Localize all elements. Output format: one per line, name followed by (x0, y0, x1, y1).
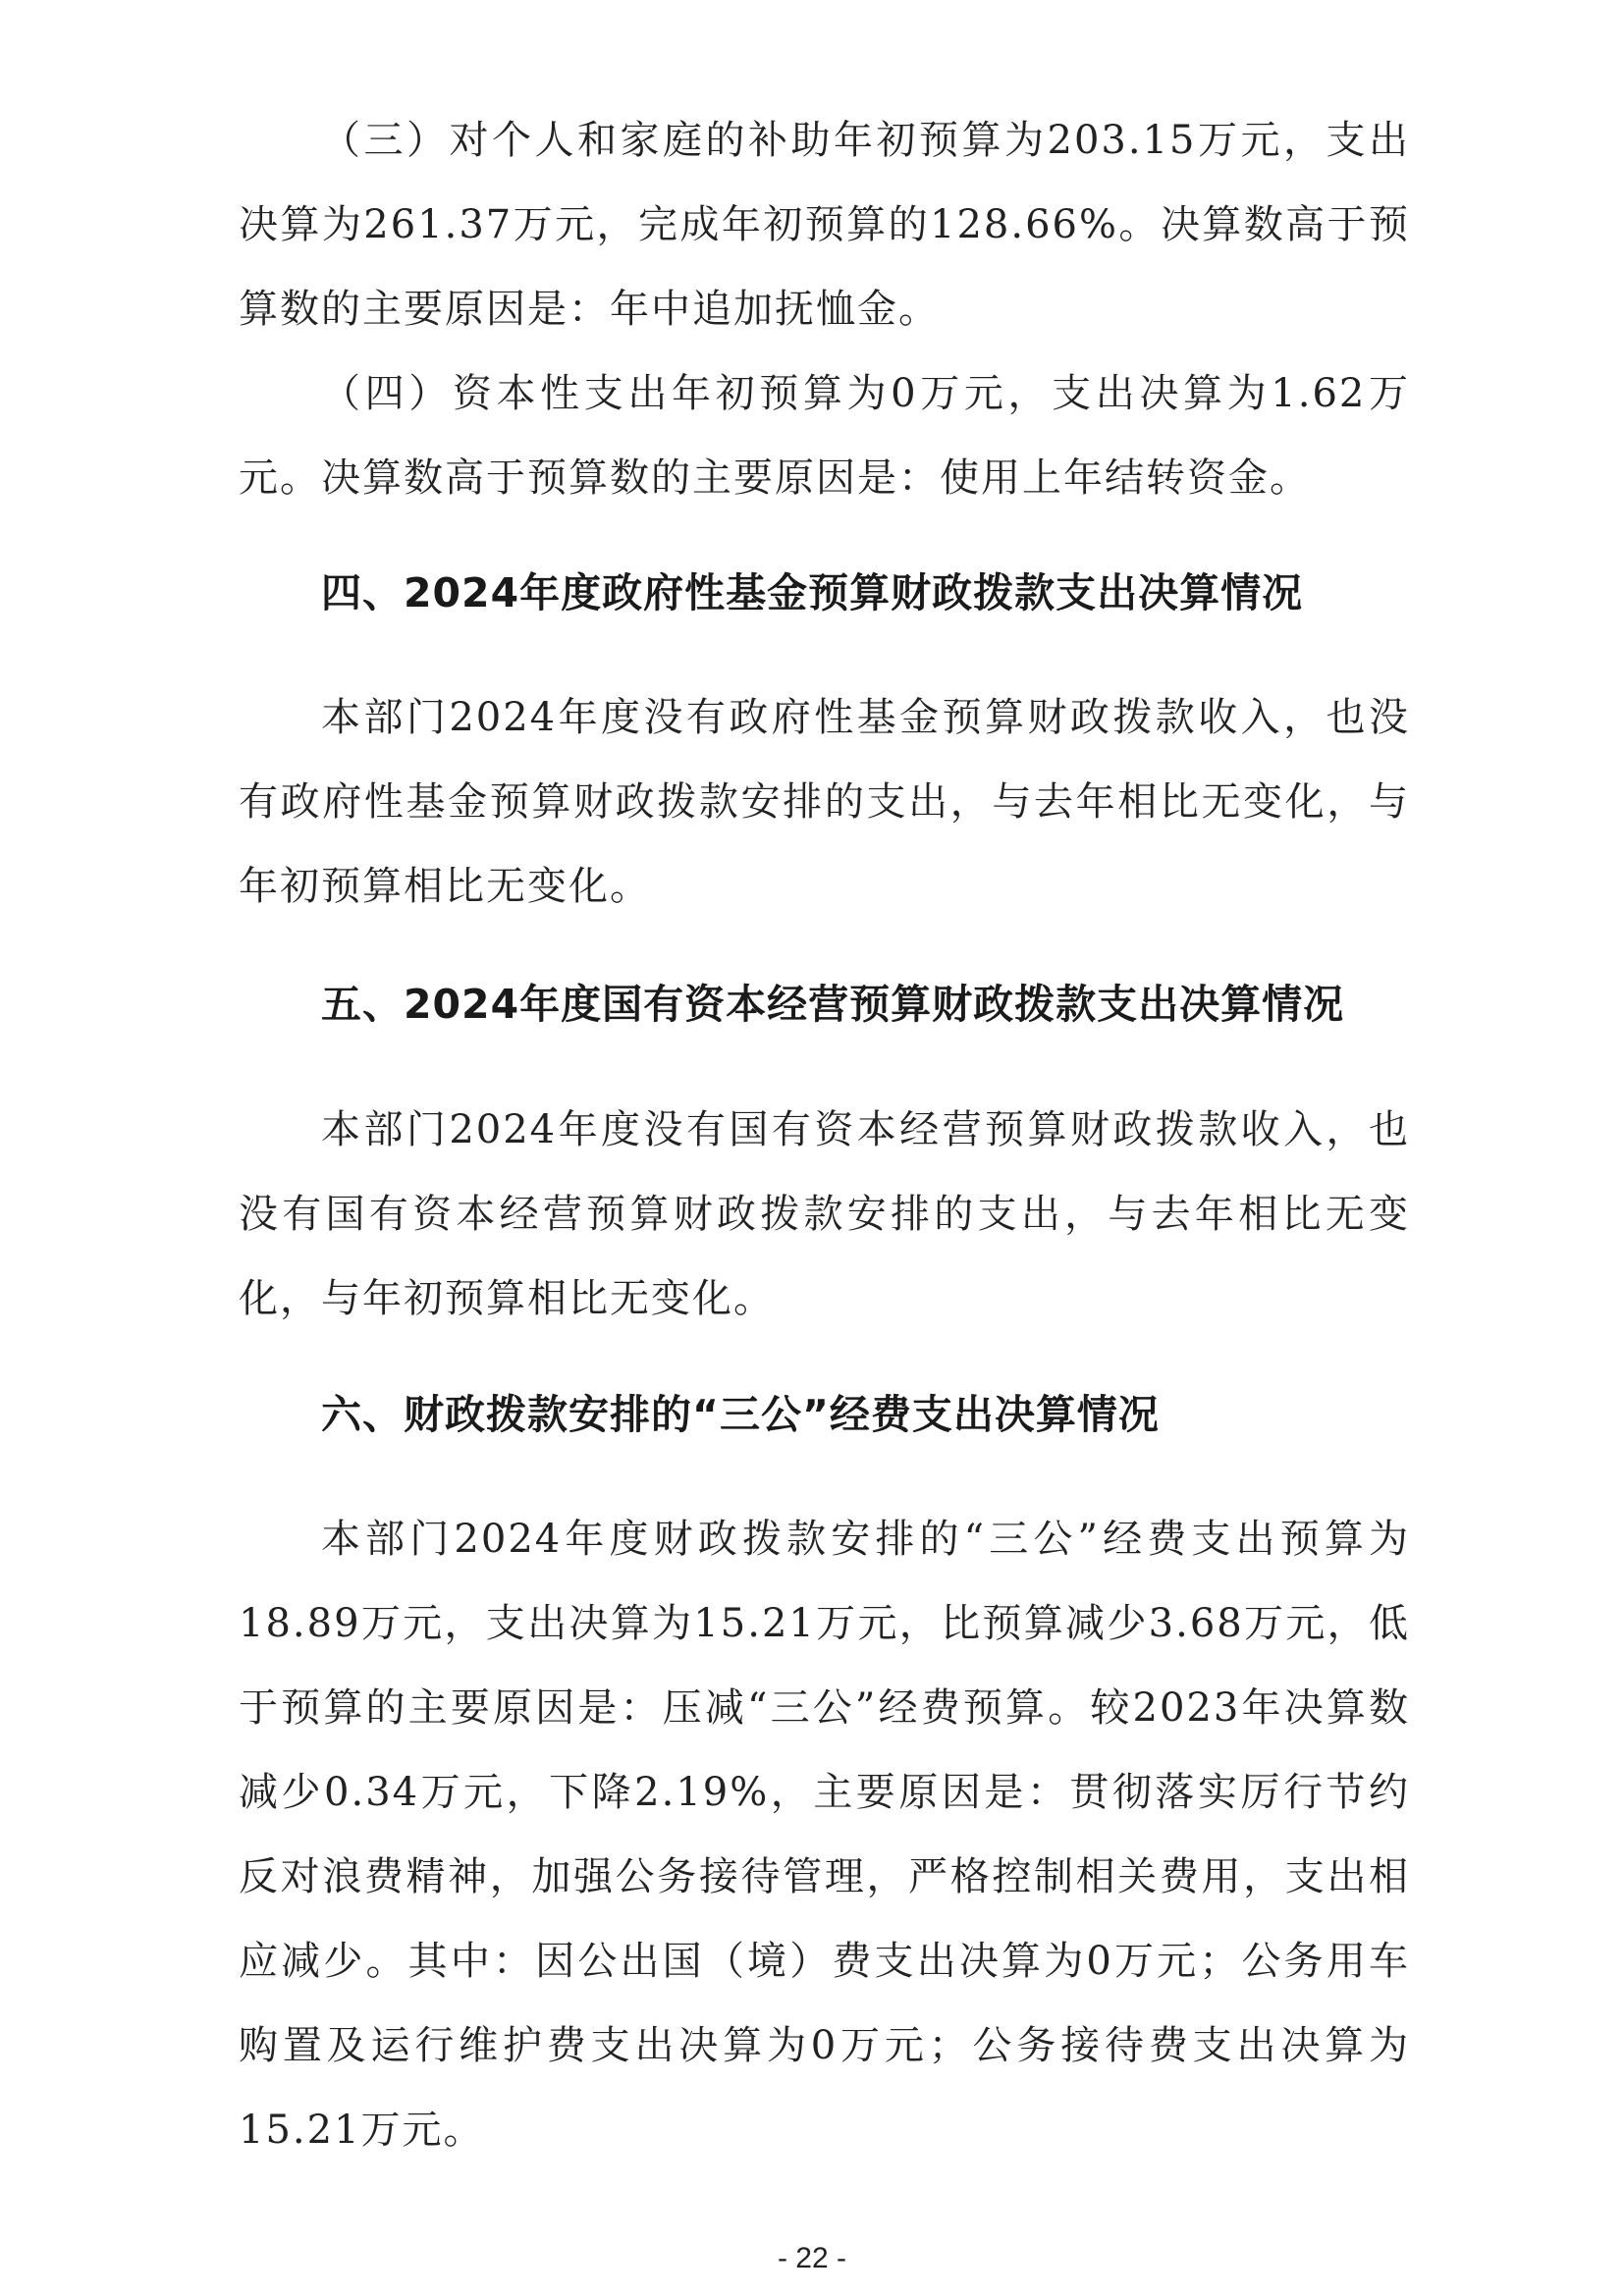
paragraph-government-fund-budget: 本部门2024年度没有政府性基金预算财政拨款收入，也没有政府性基金预算财政拨款安排的支出，与去年相比无变化，与年初预算相比无变化。 (239, 695, 1410, 909)
paragraph-three-public-expenses: 本部门2024年度财政拨款安排的“三公”经费支出预算为18.89万元，支出决算为15.21万元，比预算减少3.68万元，低于预算的主要原因是：压减“三公”经费预算。较2023年决算数减少0.34万元，下降2.19%，主要原因是：贯彻落实厉行节约反对浪费精神，加强公务接待管理，严格控制相关费用，支出相应减少。其中：因公出国（境）费支出决算为0万元；公务用车购置及运行维护费支出决算为0万元；公务接待费支出决算为15.21万元。 (239, 1517, 1410, 2153)
page-number: - 22 - (777, 2242, 847, 2274)
section-heading-three-public-expenses: 六、财政拨款安排的“三公”经费支出决算情况 (321, 1391, 1160, 1438)
section-heading-state-capital-budget: 五、2024年度国有资本经营预算财政拨款支出决算情况 (321, 981, 1345, 1028)
paragraph-capital-expenditure: （四）资本性支出年初预算为0万元，支出决算为1.62万元。决算数高于预算数的主要原因是：使用上年结转资金。 (239, 371, 1410, 501)
paragraph-state-capital-budget: 本部门2024年度没有国有资本经营预算财政拨款收入，也没有国有资本经营预算财政拨款安排的支出，与去年相比无变化，与年初预算相比无变化。 (239, 1107, 1410, 1321)
paragraph-personal-household-subsidy: （三）对个人和家庭的补助年初预算为203.15万元，支出决算为261.37万元，完成年初预算的128.66%。决算数高于预算数的主要原因是：年中追加抚恤金。 (239, 118, 1410, 332)
section-heading-government-fund-budget: 四、2024年度政府性基金预算财政拨款支出决算情况 (321, 569, 1304, 616)
